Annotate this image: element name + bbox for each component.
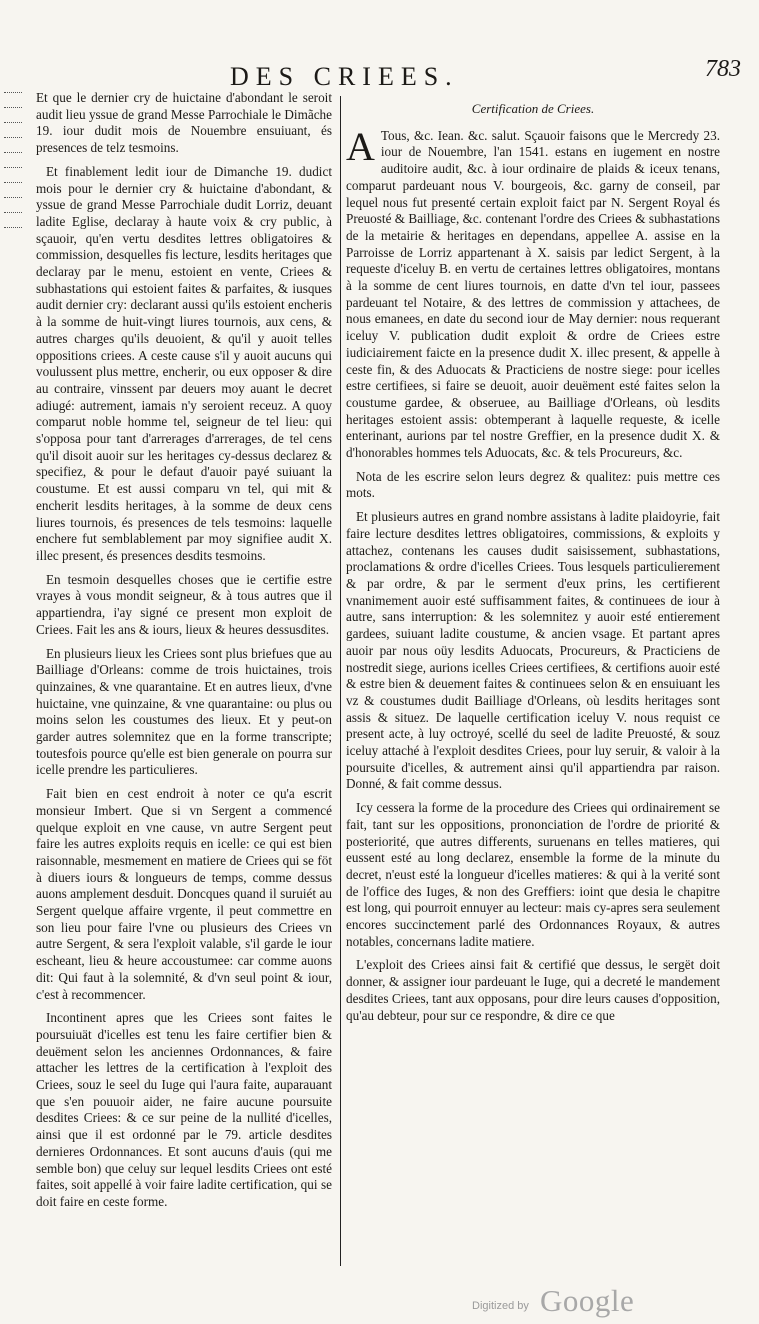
margin-marks (4, 92, 28, 292)
digitized-watermark (472, 1283, 742, 1319)
left-column (36, 90, 332, 1218)
paragraph: Et plusieurs autres en grand nombre assistans à ladite plaidoyrie, fait faire lecture desdites lettres obligatoires, commissions, & exploits y attachez, contenans les causes dudit saisissement, subhastations, proclamations & ordre d'icelles Criees. Tous lesquels particulierement & par ordre, & par le serment d'eux prins, les certifierent vnanimement auoir esté suffisamment faites, & continuees de iour à autre, sans interruption: & les solemnitez y auoir esté entierement gardees, suiuant ladite coustume, & ancien vsage. Et partant apres auoir par nous oüy lesdits Aduocats, Procureurs, & Practiciens de nostredit siege, aurions icelles Criees certifiees, & certifions auoir esté & estre bien & deuement faites & continuees selon & en ensuiuant les vz & coustumes dudit Bailliage d'Orleans, où lesdits heritages sont assis & situez. De laquelle certification iceluy V. nous requist ce present acte, à luy octroyé, scellé du seel de ladite Preuosté, & souz iceluy attaché à l'exploit desdites Criees, pour luy seruir, & valoir à la poursuite d'icelles, & autrement ainsi qu'il appartiendra par raison. Donné, & fait comme dessus. (346, 509, 720, 792)
paragraph: Incontinent apres que les Criees sont faites le poursuiuät d'icelles est tenu les faire certifier bien & deuëment selon les anciennes Ordonnances, & faire attacher les lettres de la certification à l'exploit des Criees, souz le seel du Iuge qui l'aura faite, auparauant que s'en pouuoir aider, ne faire aucune poursuite desdites Criees: & ce sur peine de la nullité d'icelles, ainsi que il est ordonné par le 79. article desdites dernieres Ordonnances. Et sont aucuns d'auis (qui me semble bon) que celuy sur lequel lesdits Criees ont esté faites, soit appellé à voir faire ladite certification, qui se doit faire en ceste forme. (36, 1010, 332, 1209)
section-title: Certification de Criees. (471, 101, 595, 116)
digitized-by-label: Digitized by (472, 1300, 529, 1312)
running-title: DES CRIEES. (230, 62, 459, 91)
column-divider (340, 96, 341, 1266)
paragraph: Fait bien en cest endroit à noter ce qu'a escrit monsieur Imbert. Que si vn Sergent a commencé quelque exploit en vne cause, vn autre Sergent peut faire les autres exploits requis en icelle: ce qui est bien raisonnable, mesmement en matiere de Criees qui se föt à diuers iours & longueurs de temps, comme dessus auons amplement desduit. Doncques quand il suruiét au Sergent quelque affaire vrgente, il peut commettre en son lieu pour faire l'vne ou plusieurs des Criees vn autre Sergent, & sera l'exploit valable, s'il garde le iour escheant, lieu & heure accoustumee: car comme auons dit: Qui faut à la solemnité, & d'vn seul point & iour, c'est à recommencer. (36, 786, 332, 1002)
certification-paragraph (346, 123, 720, 462)
google-logo: Google (540, 1283, 635, 1318)
right-column (346, 101, 720, 1031)
paragraph: Nota de les escrire selon leurs degrez & qualitez: puis mettre ces mots. (346, 468, 720, 501)
drop-cap: A (346, 123, 375, 169)
paragraph: L'exploit des Criees ainsi fait & certifié que dessus, le sergët doit donner, & assigner iour pardeuant le Iuge, qui a decreté le mandement desdites Criees, tant aux opposans, pour dire leurs causes d'opposition, qu'au debteur, pour sur ce respondre, & dire ce que (346, 957, 720, 1023)
paragraph-text: Tous, &c. Iean. &c. salut. Sçauoir faisons que le Mercredy 23. iour de Nouembre, l'an 1541. estans en iugement en nostre auditoire audit, &c. à iour ordinaire de plaids & iceux tenans, comparut pardeuant nous V. bourgeois, &c. garny de conseil, par lequel nous fut presenté certain exploit faict par N. Sergent Royal és Preuosté & Bailliage, &c. contenant l'ordre des Criees & subhastations de la metairie & heritages en dependans, appellee A. assise en la Parroisse de Lorriz appartenant à X. saisis par ledict Sergent, à la requeste d'iceluy B. en vertu de certaines lettres obligatoires, montans à la somme de cent liures tournois, en datte d'vn tel iour, passees pardeuant tel Notaire, & des lettres de commission y attachees, de nous emanees, en date du second iour de May dernier: nous requerant iceluy V. publication dudit exploit & ordre de Criees estre iudiciairement faicte en la presence dudit X. illec present, & appelle à ceste fin, & des Aduocats & Practiciens de nostre siege: pour icelles estre certifiees, si faire se deuoit, auoir deuëment esté faites selon la coustume gardee, & obseruee, au Bailliage d'Orleans, où lesdits heritages estoient assis: obtemperant à laquelle requeste, & icelle enterinant, aurions par tel nostre Greffier, en la presence dudit X. & d'honorables hommes tels Aduocats, &c. & tels Procureurs, &c. (346, 127, 720, 461)
paragraph: Et finablement ledit iour de Dimanche 19. dudict mois pour le dernier cry & huictaine d'abondant, & yssue de grand Messe Parrochiale dudit Lorriz, deuant ladite Eglise, declaray à haute voix & cry public, à sçauoir, qu'en vertu desdites lettres obligatoires & commission, desquelles fis lecture, lesdits heritages que declaray par le menu, estoient en vente, Criees & subhastations qui estoient faites & parfaites, & iusques audit dernier cry: declarant aussi qu'ils estoient encheris à la somme de huit-vingt liures tournois, aux cens, & autres charges qu'ils deuoient, & qu'il y auoit telles oppositions criees. A ceste cause s'il y auoit aucuns qui voulussent plus mettre, encherir, ou eux opposer & dire au contraire, vinssent par deuers moy auant le decret adiugé: autrement, iamais n'y seroient receuz. A quoy comparut noble homme tel, seigneur de tel lieu: qui s'opposa pour tant d'arrerages d'arrerages, de tel cens qu'il disoit auoir sur les heritages cy-dessus declarez & specifiez, & pour le defaut d'auoir payé suiuant la coustume. Et est aussi comparu vn tel, qui mit & encherit lesdits heritages, à la somme de deux cens liures tournois, és presences de tels tesmoins: laquelle enchere fut semblablement par moy signifiee audit X. illec present, és presences desdits tesmoins. (36, 163, 332, 563)
paragraph: En plusieurs lieux les Criees sont plus briefues que au Bailliage d'Orleans: comme de trois huictaines, trois quinzaines, & vne quarantaine. Et en autres lieux, d'vne huictaine, vne quinzaine, & vne quarantaine: ou plus ou moins selon les coustumes des lieux. Et y peut-on garder autres solemnitez que en la forme transcripte; toutesfois pource qu'elle est bien generale on pourra sur icelle prendre les particulieres. (36, 645, 332, 778)
page-number: 783 (705, 56, 741, 82)
paragraph: En tesmoin desquelles choses que ie certifie estre vrayes à vous mondit seigneur, & à tous autres que il appartiendra, i'ay signé ce present mon exploit de Criees. Fait les ans & iours, lieux & heures dessusdites. (36, 571, 332, 637)
paragraph: Et que le dernier cry de huictaine d'abondant le seroit audit lieu yssue de grand Messe Parrochiale le Dimãche 19. iour dudit mois de Nouembre ensuiuant, és presences de telz tesmoins. (36, 90, 332, 156)
paragraph: Icy cessera la forme de la procedure des Criees qui ordinairement se fait, tant sur les oppositions, prononciation de l'ordre de priorité & posteriorité, que autres differents, suruenans en telles matieres, qui eussent esté au long declarez, ensemble la forme de la minute du decret, n'eust esté la longueur d'icelles matieres: & qui à la verité sont de l'office des Iuges, & non des Greffiers: ioint que desia le chapitre est long, qui pourroit ennuyer au lecteur: mais cy-apres sera seulement encores succinctement parlé des Ordonnances Royaux, & autres notables, concernans ladite matiere. (346, 800, 720, 949)
